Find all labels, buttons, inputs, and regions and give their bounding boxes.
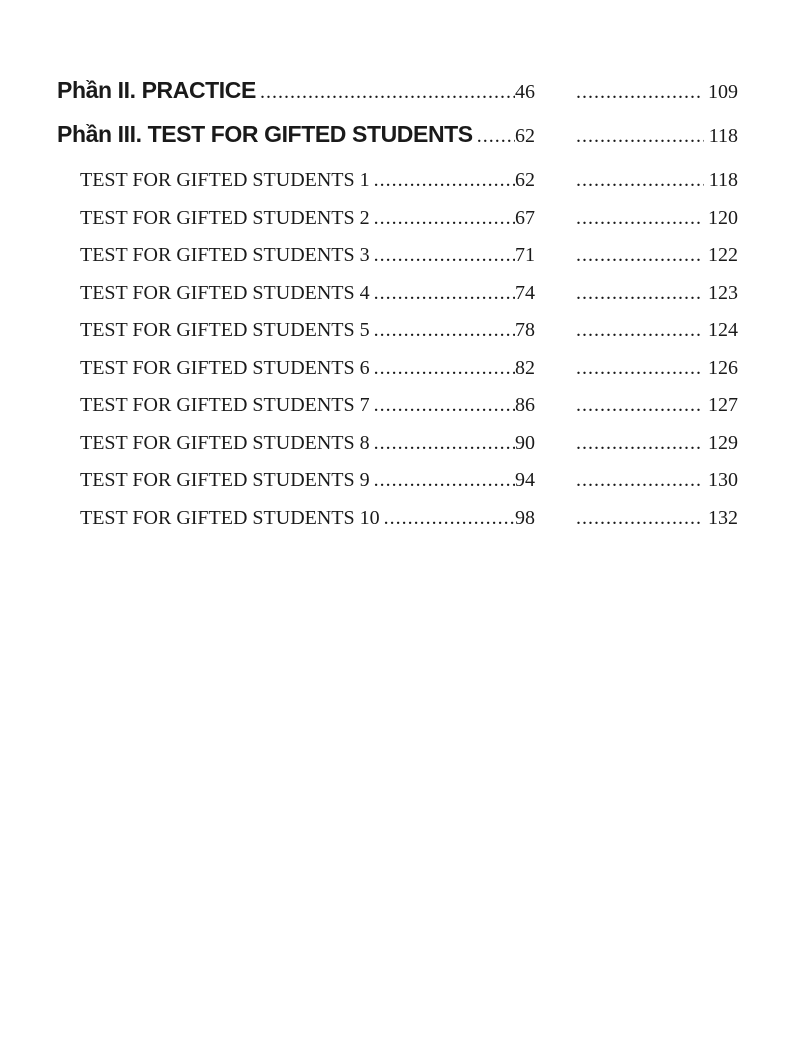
dot-leader (572, 170, 704, 190)
dot-leader (572, 508, 703, 528)
toc-row-answer-column (572, 358, 738, 378)
toc-row-content-column (57, 170, 535, 190)
toc-entry-page-number: 90 (515, 432, 535, 453)
dot-leader (473, 120, 515, 152)
dot-leader (256, 76, 515, 108)
toc-row (57, 395, 738, 415)
toc-entry-label: TEST FOR GIFTED STUDENTS 10 (80, 507, 380, 528)
toc-entry-second-page-number: 118 (708, 125, 738, 147)
toc-row-content-column (57, 74, 535, 108)
dot-leader (370, 320, 515, 340)
dot-leader (370, 208, 515, 228)
toc-entry-label: TEST FOR GIFTED STUDENTS 6 (80, 357, 370, 378)
dot-leader (380, 508, 515, 528)
dot-leader (572, 76, 703, 108)
dot-leader (370, 395, 515, 415)
dot-leader (370, 358, 515, 378)
dot-leader (572, 245, 703, 265)
toc-entry-page-number: 98 (515, 507, 535, 528)
toc-list (57, 74, 738, 528)
dot-leader (370, 245, 515, 265)
dot-leader (572, 358, 703, 378)
toc-entry-page-number: 78 (515, 320, 535, 340)
toc-entry-label: Phần III. TEST FOR GIFTED STUDENTS (57, 121, 473, 147)
toc-entry-page-number: 74 (515, 282, 535, 303)
dot-leader (572, 208, 703, 228)
toc-row (57, 283, 738, 303)
toc-row-answer-column (572, 120, 738, 152)
dot-leader (572, 433, 703, 453)
toc-entry-second-page-number: 118 (708, 170, 738, 190)
dot-leader (370, 170, 515, 190)
dot-leader (370, 283, 515, 303)
toc-entry-second-page-number: 109 (708, 81, 738, 103)
dot-leader (572, 320, 703, 340)
toc-row-answer-column (572, 76, 738, 108)
toc-entry-page-number: 46 (515, 81, 535, 103)
toc-row (57, 358, 738, 378)
toc-entry-page-number: 86 (515, 395, 535, 415)
dot-leader (572, 470, 703, 490)
toc-entry-label: TEST FOR GIFTED STUDENTS 5 (80, 320, 370, 340)
toc-row-content-column (57, 283, 535, 303)
toc-row (57, 508, 738, 528)
toc-entry-label: TEST FOR GIFTED STUDENTS 9 (80, 470, 370, 490)
toc-entry-second-page-number: 120 (708, 207, 738, 228)
toc-row-answer-column (572, 208, 738, 228)
toc-row (57, 245, 738, 265)
toc-entry-label: TEST FOR GIFTED STUDENTS 2 (80, 207, 370, 228)
toc-entry-label: Phần II. PRACTICE (57, 77, 256, 103)
toc-row-answer-column (572, 170, 738, 190)
toc-entry-second-page-number: 132 (708, 507, 738, 528)
toc-entry-label: TEST FOR GIFTED STUDENTS 3 (80, 245, 370, 265)
toc-row-content-column (57, 118, 535, 152)
toc-row-answer-column (572, 245, 738, 265)
toc-row-answer-column (572, 433, 738, 453)
toc-entry-second-page-number: 123 (708, 282, 738, 303)
dot-leader (370, 433, 515, 453)
toc-row-content-column (57, 508, 535, 528)
dot-leader (572, 395, 703, 415)
toc-entry-page-number: 82 (515, 357, 535, 378)
toc-row-answer-column (572, 395, 738, 415)
toc-row-content-column (57, 245, 535, 265)
toc-entry-second-page-number: 122 (708, 245, 738, 265)
toc-entry-label: TEST FOR GIFTED STUDENTS 7 (80, 395, 370, 415)
toc-entry-page-number: 71 (515, 245, 535, 265)
toc-row (57, 74, 738, 108)
toc-entry-label: TEST FOR GIFTED STUDENTS 1 (80, 170, 370, 190)
toc-entry-second-page-number: 126 (708, 357, 738, 378)
toc-row-content-column (57, 433, 535, 453)
toc-row (57, 433, 738, 453)
toc-entry-second-page-number: 129 (708, 432, 738, 453)
dot-leader (370, 470, 515, 490)
toc-row (57, 470, 738, 490)
toc-row (57, 320, 738, 340)
toc-row-content-column (57, 470, 535, 490)
toc-entry-second-page-number: 124 (708, 320, 738, 340)
toc-row (57, 118, 738, 152)
dot-leader (572, 283, 703, 303)
toc-row-answer-column (572, 508, 738, 528)
toc-entry-page-number: 67 (515, 207, 535, 228)
toc-entry-second-page-number: 127 (708, 395, 738, 415)
toc-entry-page-number: 62 (515, 125, 535, 147)
toc-row-content-column (57, 358, 535, 378)
toc-row (57, 170, 738, 190)
toc-row-content-column (57, 208, 535, 228)
toc-entry-label: TEST FOR GIFTED STUDENTS 8 (80, 432, 370, 453)
toc-entry-page-number: 62 (515, 170, 535, 190)
toc-entry-label: TEST FOR GIFTED STUDENTS 4 (80, 282, 370, 303)
toc-entry-page-number: 94 (515, 470, 535, 490)
toc-row-answer-column (572, 470, 738, 490)
dot-leader (572, 120, 704, 152)
toc-row-content-column (57, 320, 535, 340)
toc-row-answer-column (572, 283, 738, 303)
toc-row-content-column (57, 395, 535, 415)
toc-row-answer-column (572, 320, 738, 340)
toc-entry-second-page-number: 130 (708, 470, 738, 490)
toc-row (57, 208, 738, 228)
